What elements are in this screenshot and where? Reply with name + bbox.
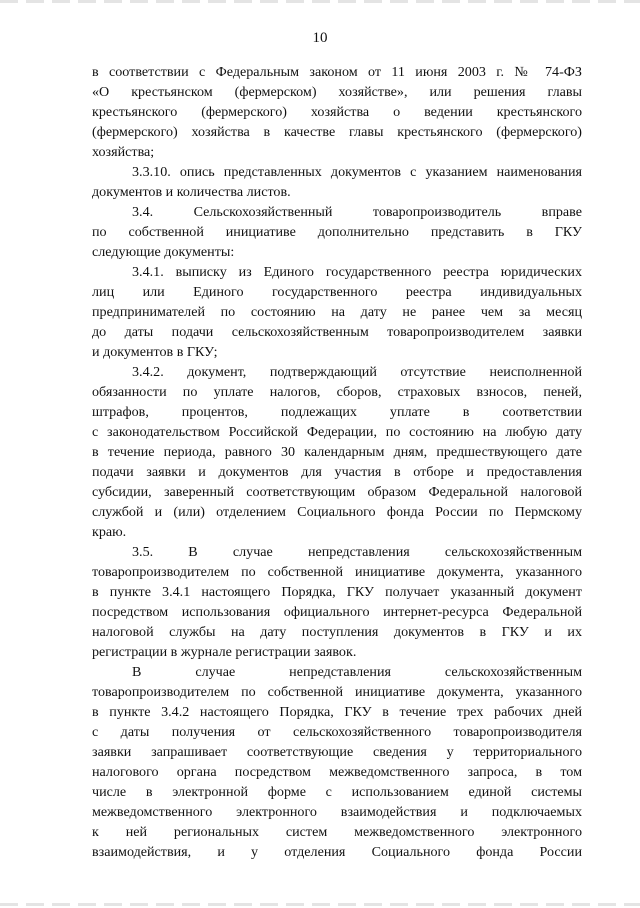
text-line: 3.4.1. выписку из Единого государственного реестра юридических: [132, 264, 582, 280]
text-line: хозяйства;: [92, 144, 155, 160]
text-line: 3.4. Сельскохозяйственный товаропроизводитель вправе: [132, 204, 582, 220]
text-line: посредством использования официального интернет-ресурса Федеральной: [92, 604, 582, 620]
text-line: краю.: [92, 524, 127, 540]
text-line: в пункте 3.4.1 настоящего Порядка, ГКУ получает указанный документ: [92, 584, 582, 600]
document-body: [92, 62, 582, 862]
text-line: 3.4.2. документ, подтверждающий отсутствие неисполненной: [132, 364, 582, 380]
text-line: «О крестьянском (фермерском) хозяйстве», или решения главы: [92, 84, 582, 100]
text-line: следующие документы:: [92, 244, 235, 260]
text-line: крестьянского (фермерского) хозяйства о ведении крестьянского: [92, 104, 582, 120]
text-line: подачи заявки и документов для участия в отборе и предоставления: [92, 464, 582, 480]
page-number: 10: [312, 30, 328, 46]
text-line: штрафов, процентов, подлежащих уплате в соответствии: [92, 404, 582, 420]
text-line: регистрации в журнале регистрации заявок.: [92, 644, 357, 660]
text-line: в пункте 3.4.2 настоящего Порядка, ГКУ в течение трех рабочих дней: [92, 704, 582, 720]
text-line: до даты подачи сельскохозяйственным товаропроизводителем заявки: [92, 324, 582, 340]
text-line: лиц или Единого государственного реестра индивидуальных: [92, 284, 582, 300]
text-line: и документов в ГКУ;: [92, 344, 218, 360]
text-line: в соответствии с Федеральным законом от 11 июня 2003 г. № 74-ФЗ: [92, 64, 582, 80]
scan-edge-bottom: [0, 903, 640, 906]
text-line: взаимодействия, и у отделения Социального фонда России: [92, 844, 582, 860]
text-line: обязанности по уплате налогов, сборов, страховых взносов, пеней,: [92, 384, 582, 400]
text-line: (фермерского) хозяйства в качестве главы крестьянского (фермерского): [92, 124, 582, 140]
scan-edge-top: [0, 0, 640, 3]
text-line: документов и количества листов.: [92, 184, 291, 200]
text-line: В случае непредставления сельскохозяйственным: [132, 664, 582, 680]
text-line: 3.3.10. опись представленных документов с указанием наименования: [132, 164, 582, 180]
text-line: предпринимателей по состоянию на дату не ранее чем за месяц: [92, 304, 582, 320]
text-line: субсидии, заверенный соответствующим образом Федеральной налоговой: [92, 484, 582, 500]
text-line: по собственной инициативе дополнительно представить в ГКУ: [92, 224, 582, 240]
text-line: межведомственного электронного взаимодействия и подключаемых: [92, 804, 582, 820]
text-line: налоговой службы на дату поступления документов в ГКУ и их: [92, 624, 582, 640]
text-line: 3.5. В случае непредставления сельскохозяйственным: [132, 544, 582, 560]
text-line: в течение периода, равного 30 календарным дням, предшествующего дате: [92, 444, 582, 460]
text-line: службой и (или) отделением Социального фонда России по Пермскому: [92, 504, 582, 520]
text-line: заявки запрашивает соответствующие сведения у территориального: [92, 744, 582, 760]
text-line: с даты получения от сельскохозяйственного товаропроизводителя: [92, 724, 582, 740]
text-line: товаропроизводителем по собственной инициативе документа, указанного: [92, 684, 582, 700]
text-line: товаропроизводителем по собственной инициативе документа, указанного: [92, 564, 582, 580]
text-line: к ней региональных систем межведомственного электронного: [92, 824, 582, 840]
text-line: числе в электронной форме с использованием единой системы: [92, 784, 582, 800]
text-line: с законодательством Российской Федерации, по состоянию на любую дату: [92, 424, 582, 440]
text-line: налогового органа посредством межведомственного запроса, в том: [92, 764, 582, 780]
